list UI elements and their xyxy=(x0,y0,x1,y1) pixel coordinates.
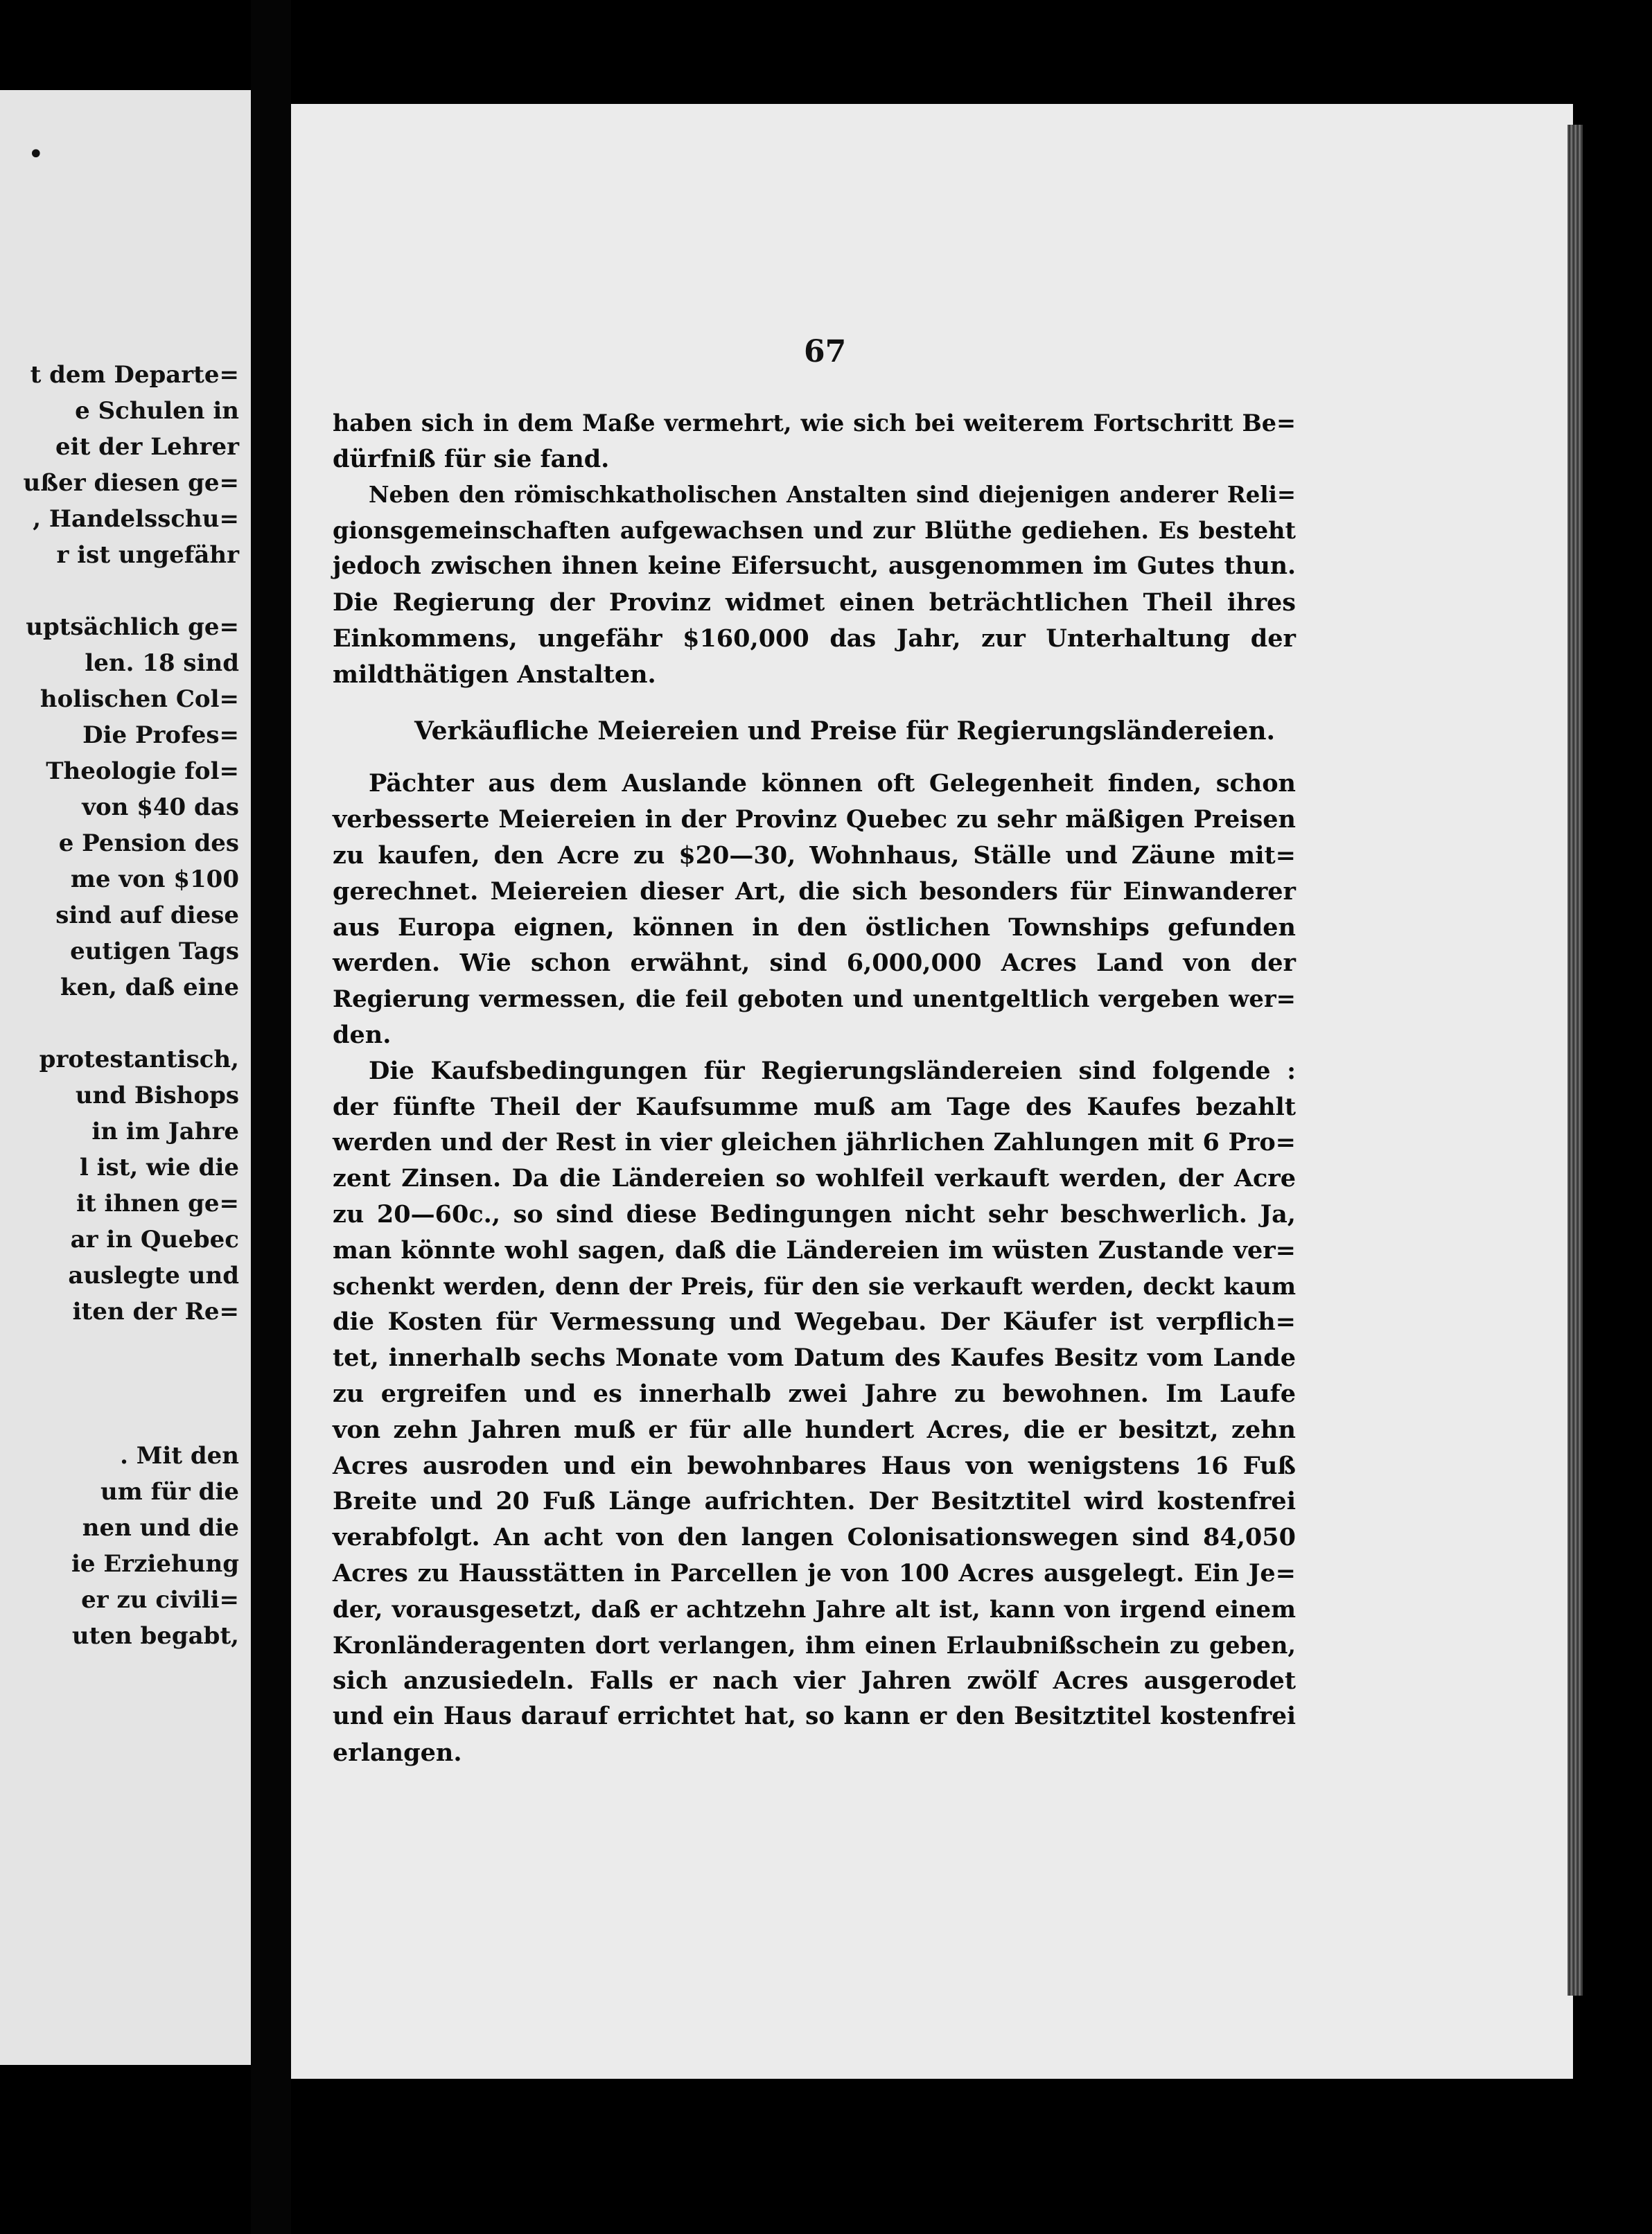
left-text-line: um für die xyxy=(100,1478,239,1506)
text-line: man könnte wohl sagen, daß die Ländereien im wüsten Zustande ver= xyxy=(333,1235,1296,1265)
left-text-line: eit der Lehrer xyxy=(55,433,239,461)
left-text-line: . Mit den xyxy=(120,1442,239,1470)
left-text-line: uten begabt, xyxy=(71,1622,239,1650)
left-text-line: ie Erziehung xyxy=(71,1550,239,1578)
text-line: der fünfte Theil der Kaufsumme muß am Tage des Kaufes bezahlt xyxy=(333,1092,1296,1121)
left-text-line: sind auf diese xyxy=(55,901,239,929)
text-line: tet, innerhalb sechs Monate vom Datum des Kaufes Besitz vom Lande xyxy=(333,1344,1296,1373)
text-line: dürfniß für sie fand. xyxy=(333,444,610,473)
left-text-line: e Pension des xyxy=(58,829,239,857)
text-line: Breite und 20 Fuß Länge aufrichten. Der Besitztitel wird kostenfrei xyxy=(333,1487,1296,1516)
text-line: von zehn Jahren muß er für alle hundert Acres, die er besitzt, zehn xyxy=(333,1415,1296,1444)
left-text-line: Die Profes= xyxy=(82,721,239,749)
left-text-line xyxy=(0,1330,239,1366)
text-line: Regierung vermessen, die feil geboten und unentgeltlich vergeben wer= xyxy=(333,985,1296,1013)
left-text-line: ar in Quebec xyxy=(70,1226,239,1254)
text-line: jedoch zwischen ihnen keine Eifersucht, ausgenommen im Gutes thun. xyxy=(333,552,1296,581)
text-line: Acres zu Hausstätten in Parcellen je von 100 Acres ausgelegt. Ein Je= xyxy=(333,1558,1296,1587)
text-line: zu ergreifen und es innerhalb zwei Jahre zu bewohnen. Im Laufe xyxy=(333,1379,1296,1408)
left-text-line: protestantisch, xyxy=(39,1046,239,1073)
page-mark: • xyxy=(28,139,44,170)
paragraph-4 xyxy=(333,1053,1296,1771)
left-text-line: uptsächlich ge= xyxy=(26,613,239,641)
left-text-line: l ist, wie die xyxy=(79,1154,239,1181)
left-text-line: it ihnen ge= xyxy=(76,1190,239,1217)
section-heading: Verkäufliche Meiereien und Preise für Regierungsländereien. xyxy=(414,716,1276,746)
left-text-line: len. 18 sind xyxy=(85,649,239,677)
text-line: zu 20—60c., so sind diese Bedingungen nicht sehr beschwerlich. Ja, xyxy=(333,1199,1296,1229)
left-text-line: e Schulen in xyxy=(75,397,239,425)
text-line: den. xyxy=(333,1020,392,1049)
left-text-line: r ist ungefähr xyxy=(56,541,239,569)
left-text-line xyxy=(0,1005,239,1041)
text-line: verbesserte Meiereien in der Provinz Quebec zu sehr mäßigen Preisen xyxy=(333,805,1296,834)
left-text-line: eutigen Tags xyxy=(70,938,239,965)
page-number: 67 xyxy=(804,334,847,369)
left-text-line: auslegte und xyxy=(68,1262,239,1290)
text-line: die Kosten für Vermessung und Wegebau. Der Käufer ist verpflich= xyxy=(333,1308,1296,1337)
left-text-line xyxy=(0,573,239,609)
text-line: werden und der Rest in vier gleichen jährlichen Zahlungen mit 6 Pro= xyxy=(333,1128,1296,1157)
left-text-line xyxy=(0,1366,239,1402)
left-text-line: ken, daß eine xyxy=(60,974,239,1001)
text-line: Die Regierung der Provinz widmet einen beträchtlichen Theil ihres xyxy=(333,588,1296,617)
left-facing-page xyxy=(0,90,251,2065)
text-line: Pächter aus dem Auslande können oft Gelegenheit finden, schon xyxy=(369,769,1296,798)
left-text-line: ußer diesen ge= xyxy=(23,469,239,497)
left-text-line: in im Jahre xyxy=(91,1118,239,1145)
left-text-line: holischen Col= xyxy=(39,685,239,713)
left-text-line: t dem Departe= xyxy=(30,361,239,389)
left-text-line: nen und die xyxy=(82,1514,239,1542)
text-line: Acres ausroden und ein bewohnbares Haus von wenigstens 16 Fuß xyxy=(333,1451,1296,1480)
text-line: mildthätigen Anstalten. xyxy=(333,660,656,689)
left-text-line: und Bishops xyxy=(75,1082,239,1109)
text-line: zent Zinsen. Da die Ländereien so wohlfeil verkauft werden, der Acre xyxy=(333,1164,1296,1193)
left-text-line: von $40 das xyxy=(82,793,239,821)
left-text-line: me von $100 xyxy=(70,865,239,893)
text-line: schenkt werden, denn der Preis, für den sie verkauft werden, deckt kaum xyxy=(333,1272,1296,1300)
text-line: gionsgemeinschaften aufgewachsen und zur Blüthe gediehen. Es besteht xyxy=(333,517,1296,545)
left-text-line xyxy=(0,1402,239,1438)
paragraph-2 xyxy=(333,477,1296,693)
text-line: Einkommens, ungefähr $160,000 das Jahr, zur Unterhaltung der xyxy=(333,624,1296,653)
page-edge xyxy=(1567,125,1583,1996)
paragraph-1 xyxy=(333,405,1296,477)
text-line: zu kaufen, den Acre zu $20—30, Wohnhaus, Ställe und Zäune mit= xyxy=(333,841,1296,870)
text-line: Die Kaufsbedingungen für Regierungsländereien sind folgende : xyxy=(369,1056,1296,1085)
text-line: aus Europa eignen, können in den östlichen Townships gefunden xyxy=(333,913,1296,942)
text-line: sich anzusiedeln. Falls er nach vier Jahren zwölf Acres ausgerodet xyxy=(333,1666,1296,1696)
left-text-line: , Handelsschu= xyxy=(33,505,239,533)
book-gutter xyxy=(251,0,291,2234)
text-line: haben sich in dem Maße vermehrt, wie sich bei weiterem Fortschritt Be= xyxy=(333,410,1296,437)
left-page-text xyxy=(0,357,239,1654)
text-line: erlangen. xyxy=(333,1738,462,1767)
text-line: und ein Haus darauf errichtet hat, so kann er den Besitztitel kostenfrei xyxy=(333,1703,1296,1731)
text-line: gerechnet. Meiereien dieser Art, die sich besonders für Einwanderer xyxy=(333,877,1296,906)
left-text-line: iten der Re= xyxy=(72,1298,239,1326)
paragraph-3 xyxy=(333,766,1296,1053)
text-line: der, vorausgesetzt, daß er achtzehn Jahre alt ist, kann von irgend einem xyxy=(333,1594,1296,1623)
text-line: verabfolgt. An acht von den langen Colonisationswegen sind 84,050 xyxy=(333,1523,1296,1552)
left-text-line: Theologie fol= xyxy=(46,757,239,785)
text-line: Kronländeragenten dort verlangen, ihm einen Erlaubnißschein zu geben, xyxy=(333,1631,1296,1659)
main-text-body xyxy=(333,405,1296,1771)
left-text-line: er zu civili= xyxy=(81,1586,239,1614)
text-line: werden. Wie schon erwähnt, sind 6,000,000 Acres Land von der xyxy=(333,949,1296,978)
text-line: Neben den römischkatholischen Anstalten sind diejenigen anderer Reli= xyxy=(369,481,1296,508)
